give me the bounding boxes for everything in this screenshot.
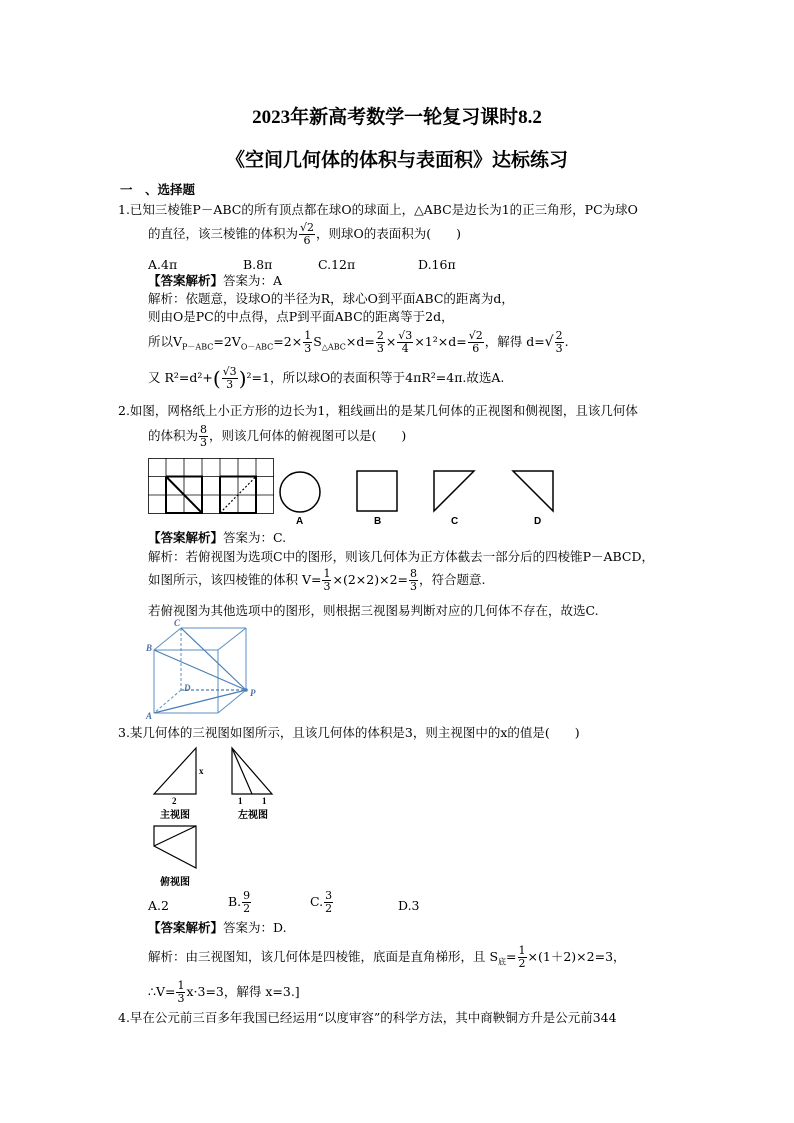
- q3-top-view: [152, 824, 202, 872]
- q4-stem: 4.早在公元前三百多年我国已经运用“以度审容”的科学方法，其中商鞅铜方升是公元前344: [118, 1010, 617, 1025]
- q3-option-b: B. $\frac{9}{2}$: [228, 889, 251, 915]
- q3-option-d: D.3: [398, 898, 420, 913]
- page-title: 2023年新高考数学一轮复习课时8.2: [252, 107, 542, 128]
- q1-solution-1: 解析：依题意，设球O的半径为R，球心O到平面ABC的距离为d，: [148, 291, 514, 306]
- q3-label-x: x: [199, 766, 204, 776]
- q2-label-c: C: [451, 516, 459, 527]
- cube-label-d: D: [184, 683, 191, 693]
- q3-solution-2: ∴V= $\frac{1}{3}$ x·3=3，解得 x=3.]: [148, 979, 300, 1005]
- q2-solution-2: 如图所示，该四棱锥的体积 V= $\frac{1}{3}$ ×(2×2)×2= $\frac{8}{3}$ ，符合题意.: [148, 567, 486, 593]
- q2-option-a-circle: [278, 470, 322, 514]
- q2-label-b: B: [374, 516, 382, 527]
- q3-caption-side: 左视图: [238, 810, 268, 821]
- q2-label-d: D: [534, 516, 542, 527]
- q2-grid-figure: [148, 458, 274, 514]
- q1-option-d: D.16π: [418, 257, 456, 272]
- q2-option-b-square: [356, 470, 400, 514]
- q1-option-a: A.4π: [148, 257, 178, 272]
- q2-solution-1: 解析：若俯视图为选项C中的图形，则该几何体为正方体截去一部分后的四棱锥P－ABCD，: [148, 549, 655, 564]
- section-heading: 一 、选择题: [120, 182, 196, 197]
- q1-solution-4: 又 R²=d²+( $\frac{√3}{3}$ )²=1，所以球O的表面积等于4πR²=4π.故选A.: [148, 365, 505, 391]
- q3-stem: 3.某几何体的三视图如图所示，且该几何体的体积是3，则主视图中的x的值是( ): [118, 725, 580, 740]
- q2-answer: 【答案解析】答案为：C.: [148, 530, 287, 545]
- cube-label-b: B: [146, 643, 153, 653]
- q1-solution-2: 则由O是PC的中点得，点P到平面ABC的距离等于2d，: [148, 309, 454, 324]
- q3-front-view: [152, 746, 212, 806]
- q3-caption-top: 俯视图: [160, 877, 190, 888]
- q3-caption-front: 主视图: [160, 810, 190, 821]
- q2-label-a: A: [296, 516, 304, 527]
- q1-option-c: C.12π: [318, 257, 356, 272]
- q2-stem-line2: 的体积为 $\frac{8}{3}$ ，则该几何体的俯视图可以是( ): [148, 423, 407, 449]
- cube-label-p: P: [250, 688, 256, 698]
- q1-solution-3: 所以$V_{P-ABC}=2V_{O-ABC}=2\times$ $\frac{1}{3}$ $S_{\triangle ABC}\times d=$ $\frac{2}{3}$ × $\frac{√3}{4}$ ×1²×d= $\frac{√2}{6}$ ，解得 d=√ $\frac{2}{3}$ .: [148, 329, 569, 355]
- q2-option-c-triangle: [433, 470, 477, 514]
- q2-stem-line1: 2.如图，网格纸上小正方形的边长为1，粗线画出的是某几何体的正视图和侧视图，且该几何体: [118, 403, 638, 418]
- cube-label-c: C: [174, 618, 181, 628]
- q2-cube-figure: [146, 620, 262, 720]
- q3-option-c: C. $\frac{3}{2}$: [310, 889, 333, 915]
- page-subtitle: 《空间几何体的体积与表面积》达标练习: [225, 150, 568, 171]
- q3-side-view: [228, 746, 278, 806]
- q3-label-2: 2: [172, 796, 177, 806]
- q3-label-1a: 1: [238, 796, 243, 806]
- q3-option-a: A.2: [148, 898, 169, 913]
- q1-answer: 【答案解析】答案为：A: [148, 273, 283, 288]
- q3-answer: 【答案解析】答案为：D.: [148, 920, 287, 935]
- cube-label-a: A: [146, 711, 153, 721]
- q1-stem-line1: 1.已知三棱锥P－ABC的所有顶点都在球O的球面上，△ABC是边长为1的正三角形，PC为球O: [118, 202, 638, 217]
- q2-option-d-triangle: [512, 470, 556, 514]
- q2-solution-3: 若俯视图为其他选项中的图形，则根据三视图易判断对应的几何体不存在，故选C.: [148, 603, 599, 618]
- q1-option-b: B.8π: [243, 257, 273, 272]
- q3-solution-1: 解析：由三视图知，该几何体是四棱锥，底面是直角梯形，且 $S_底=$ $\frac{1}{2}$ ×(1＋2)×2=3，: [148, 944, 626, 970]
- q3-label-1b: 1: [262, 796, 267, 806]
- q1-fraction: $\frac{√2}{6}$: [300, 221, 315, 247]
- q1-stem-line2: 的直径，该三棱锥的体积为 $\frac{√2}{6}$ ，则球O的表面积为( ): [148, 221, 462, 247]
